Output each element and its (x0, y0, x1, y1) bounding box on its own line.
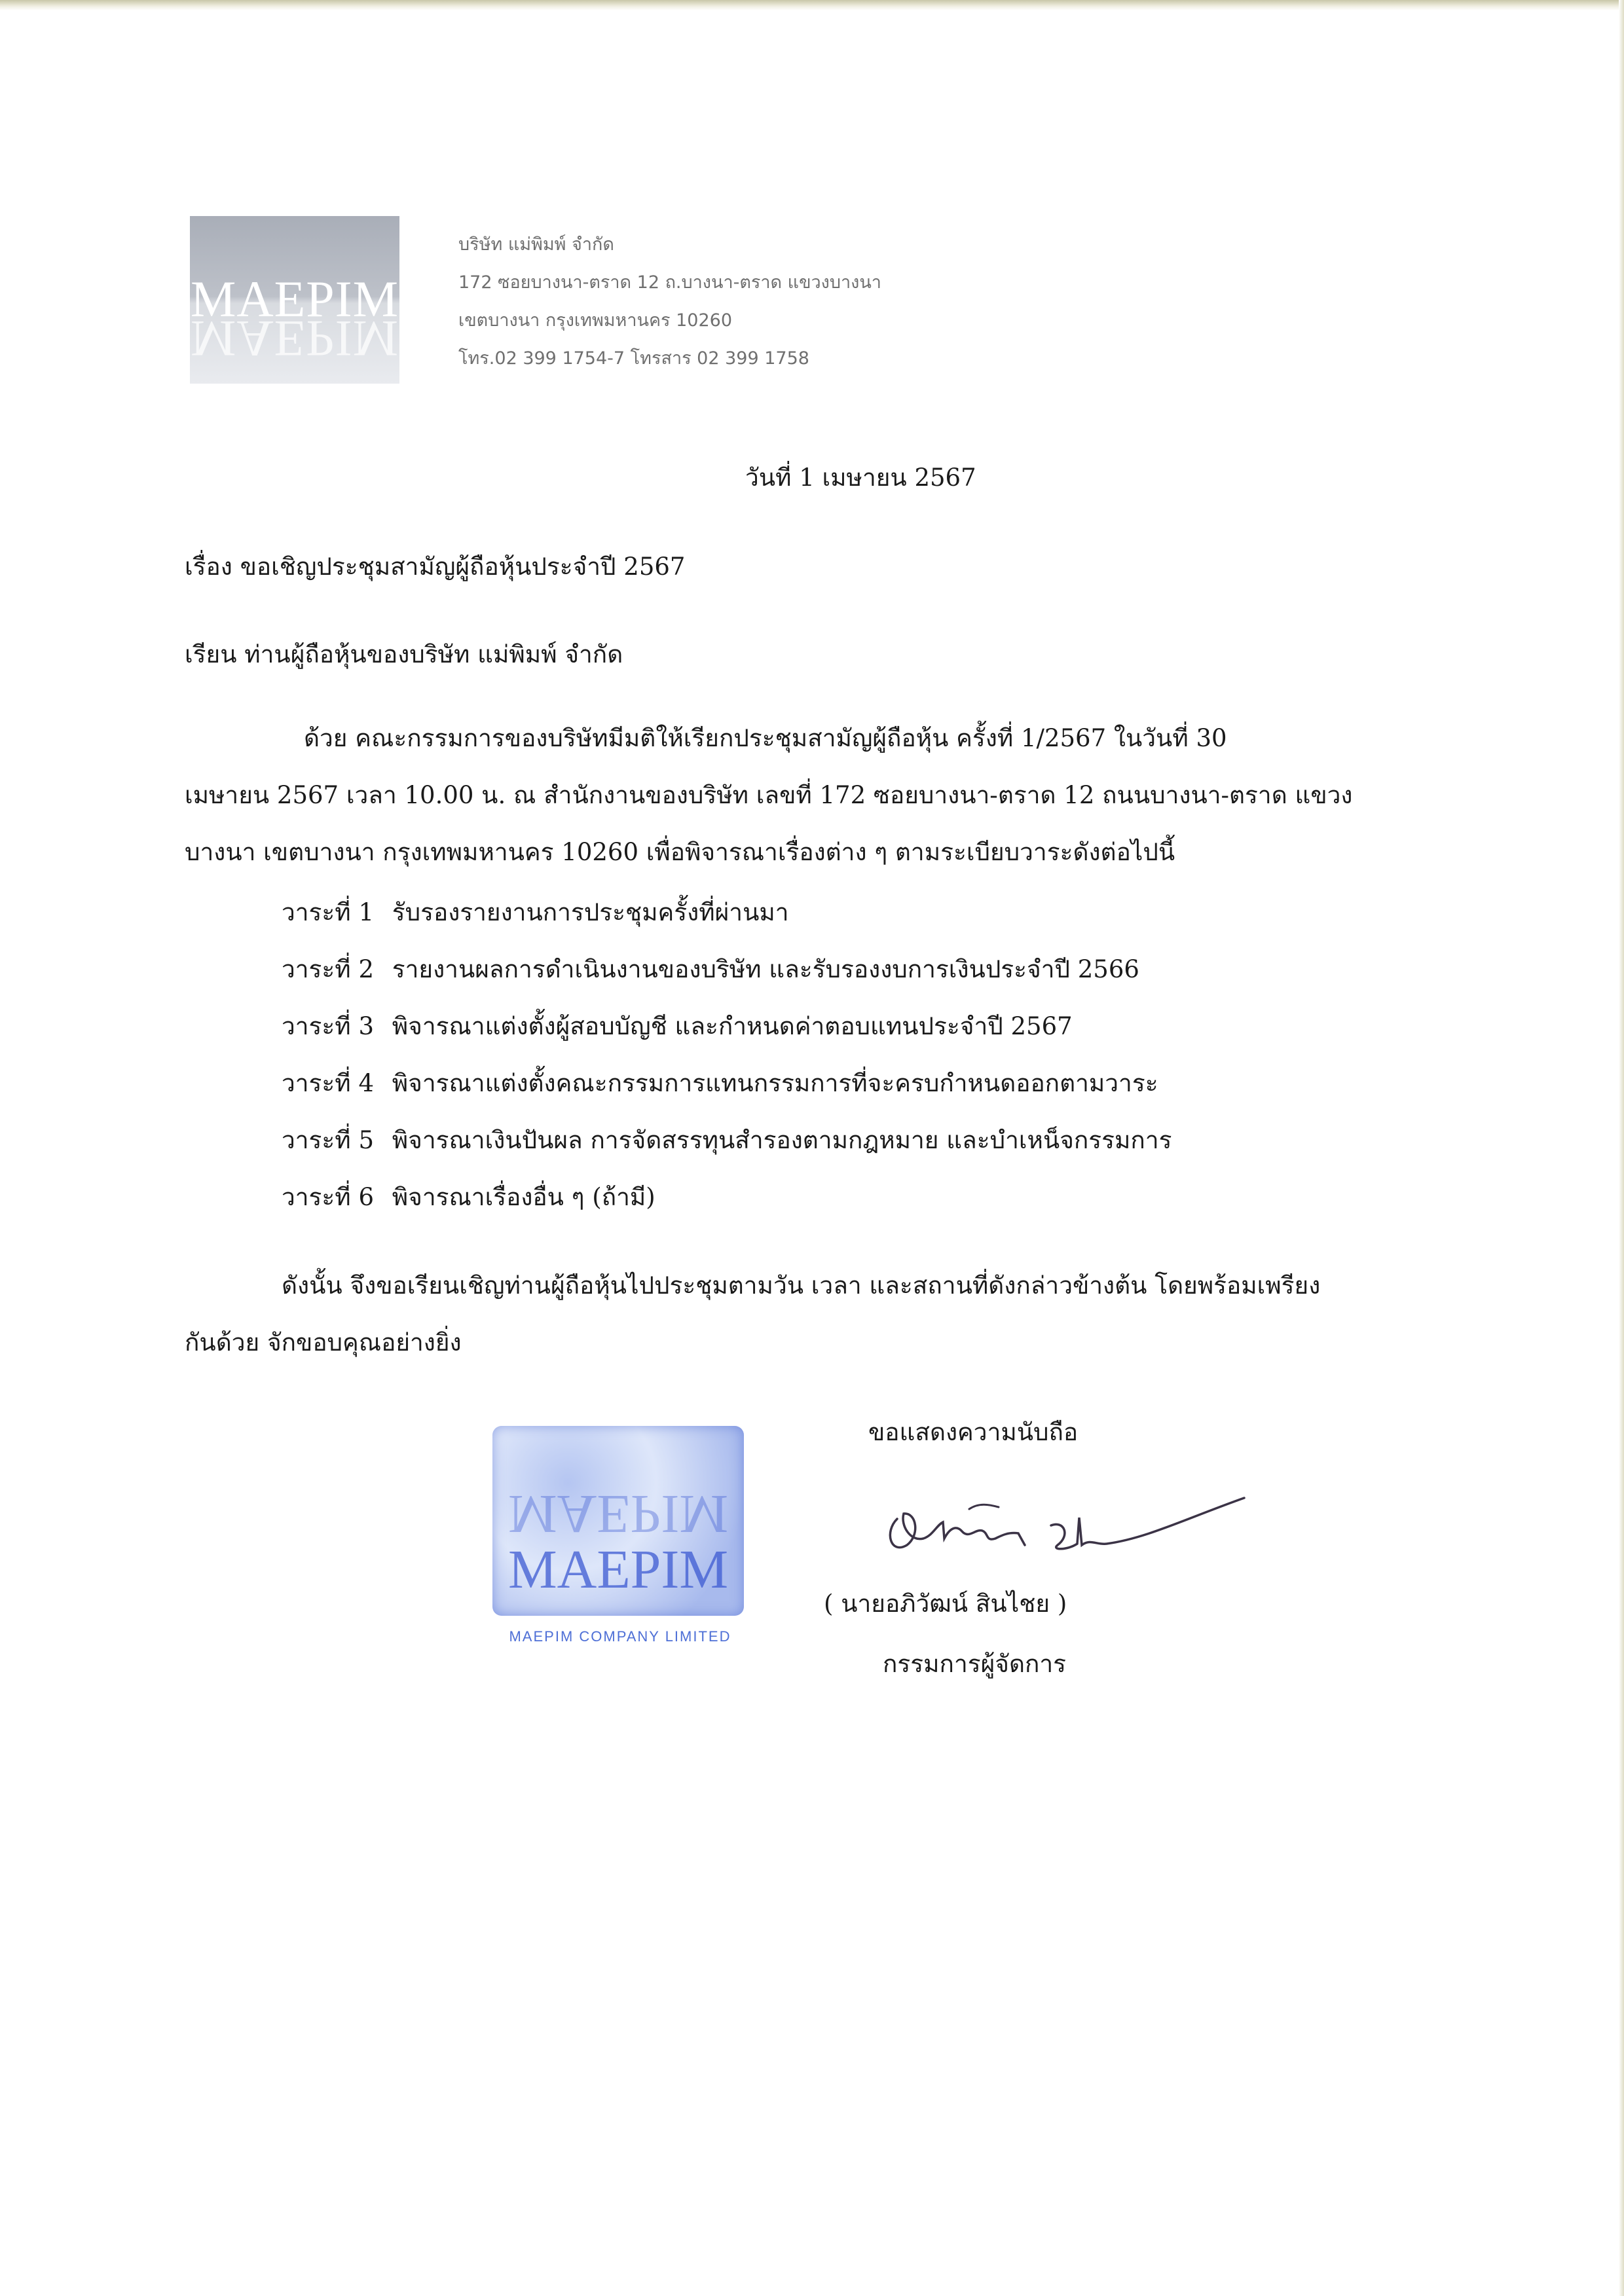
agenda-item (282, 894, 1172, 951)
agenda-number: วาระที่ 6 (282, 1183, 374, 1211)
paragraph-line: เมษายน 2567 เวลา 10.00 น. ณ สำนักงานของบริษัท เลขที่ 172 ซอยบางนา-ตราด 12 ถนนบางนา-ตราด แขวง (185, 781, 1353, 809)
stamp-caption: MAEPIM COMPANY LIMITED (509, 1628, 731, 1645)
signer-position: กรรมการผู้จัดการ (883, 1650, 1067, 1678)
handwritten-signature (871, 1473, 1251, 1571)
agenda-list (282, 894, 1172, 1236)
agenda-text: รับรองรายงานการประชุมครั้งที่ผ่านมา (392, 898, 789, 926)
agenda-item (282, 951, 1172, 1008)
agenda-text: พิจารณาเงินปันผล การจัดสรรทุนสำรองตามกฎหมาย และบำเหน็จกรรมการ (392, 1126, 1172, 1154)
scan-edge-right (1619, 0, 1624, 2296)
agenda-item (282, 1008, 1172, 1065)
agenda-number: วาระที่ 2 (282, 955, 374, 983)
paragraph-line: ด้วย คณะกรรมการของบริษัทมีมติให้เรียกประชุมสามัญผู้ถือหุ้น ครั้งที่ 1/2567 ในวันที่ 30 (304, 724, 1227, 752)
logo-text-reflection: MAEPIM (190, 310, 399, 367)
agenda-item (282, 1065, 1172, 1122)
agenda-text: รายงานผลการดำเนินงานของบริษัท และรับรองงบการเงินประจำปี 2566 (392, 955, 1139, 983)
closing-phrase: ขอแสดงความนับถือ (868, 1418, 1079, 1446)
logo-text: MAEPIM (190, 270, 399, 327)
agenda-number: วาระที่ 4 (282, 1069, 374, 1097)
paragraph-line: บางนา เขตบางนา กรุงเทพมหานคร 10260 เพื่อพิจารณาเรื่องต่าง ๆ ตามระเบียบวาระดังต่อไปนี้ (185, 838, 1175, 866)
agenda-text: พิจารณาแต่งตั้งคณะกรรมการแทนกรรมการที่จะครบกำหนดออกตามวาระ (392, 1069, 1158, 1097)
paragraph-line: ดังนั้น จึงขอเรียนเชิญท่านผู้ถือหุ้นไปประชุมตามวัน เวลา และสถานที่ดังกล่าวข้างต้น โดยพร้อมเพรียง (282, 1271, 1321, 1300)
stamp-logo-text: MAEPIM (507, 1484, 729, 1544)
agenda-text: พิจารณาแต่งตั้งผู้สอบบัญชี และกำหนดค่าตอบแทนประจำปี 2567 (392, 1012, 1073, 1040)
paragraph-line: กันด้วย จักขอบคุณอย่างยิ่ง (185, 1328, 462, 1357)
body-paragraph-1 (185, 720, 1468, 891)
letter-date: วันที่ 1 เมษายน 2567 (745, 464, 976, 492)
stamp-logo-text-reflection: MAEPIM (507, 1539, 729, 1600)
letter-subject: เรื่อง ขอเชิญประชุมสามัญผู้ถือหุ้นประจำปี 2567 (185, 553, 686, 581)
contact-line: โทร.02 399 1754-7 โทรสาร 02 399 1758 (458, 348, 809, 369)
agenda-item (282, 1122, 1172, 1179)
agenda-number: วาระที่ 3 (282, 1012, 374, 1040)
address-line-1: 172 ซอยบางนา-ตราด 12 ถ.บางนา-ตราด แขวงบางนา (458, 272, 881, 293)
address-line-2: เขตบางนา กรุงเทพมหานคร 10260 (458, 310, 733, 331)
agenda-number: วาระที่ 1 (282, 898, 374, 926)
agenda-text: พิจารณาเรื่องอื่น ๆ (ถ้ามี) (392, 1183, 655, 1211)
scan-edge-top (0, 0, 1624, 10)
company-logo (190, 216, 399, 384)
agenda-item (282, 1179, 1172, 1236)
signer-name: ( นายอภิวัฒน์ สินไชย ) (824, 1590, 1067, 1618)
company-stamp (492, 1426, 744, 1616)
company-name: บริษัท แม่พิมพ์ จำกัด (458, 234, 614, 255)
letterhead-address-block (458, 226, 881, 378)
letter-salutation: เรียน ท่านผู้ถือหุ้นของบริษัท แม่พิมพ์ จำกัด (185, 640, 623, 668)
body-paragraph-2 (185, 1267, 1468, 1381)
agenda-number: วาระที่ 5 (282, 1126, 374, 1154)
